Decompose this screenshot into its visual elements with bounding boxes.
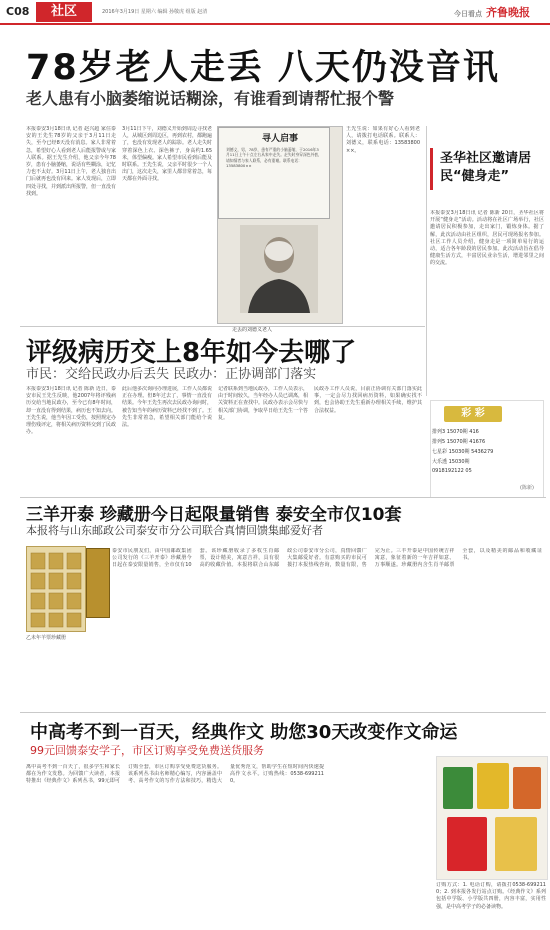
article1-body-col3: 王先生说：如果有好心人看到老人，请拨打电话联系。联系人：刘德义，联系电话：13583800××。: [346, 126, 420, 154]
article3-body: 泰安市民朋友们，由中国邮政集团公司发行的《三羊开泰》珍藏册今日起在泰安限量销售，全市仅有10套。该珍藏册收录了多枚生肖邮票，设计精美，寓意吉祥，具有很高的收藏价值。本报将联合山东邮政公司泰安市分公司，真情回馈广大集邮爱好者。有意购买的市民可拨打本报热线咨询，数量有限，售完为止。三羊开泰是中国传统吉祥寓意，象征着新的一年吉祥如意、万事顺遂。珍藏册内含生肖羊邮票全套，以及精美的邮品和收藏证书。: [112, 548, 542, 569]
article2-body-col3: 记者联系到当地民政办，工作人员表示，由于时间较久，当年经办人员已调离，相关资料正在查找中。民政办表示会尽快与相关部门协调，争取早日给王先生一个答复。: [218, 386, 308, 421]
lottery-editor: (陈新): [520, 485, 534, 491]
article1-body-col1: 本报泰安3月18日讯 记者 赵兴超 家住泰安的王先生78岁的父亲于3月11日走失，至今已经8天没有消息。家人非常着急，希望好心人看到老人后能报警或与家人联系。据王先生介绍，他父亲今年78岁，患有小脑萎缩，说话有些糊涂，记忆力也不太好。3月11日上午，老人独自出门后就再也没有回来。家人发现后，立即四处寻找，并到派出所报警，但一直没有找到。: [26, 126, 116, 197]
logo-site: 今日看点: [454, 10, 482, 18]
stamp-sheet-image: [26, 546, 86, 632]
page-number: C08: [6, 5, 30, 18]
lottery-row: 七星彩 15030期 5436279: [432, 449, 494, 455]
notice-title: 寻人启事: [261, 134, 298, 144]
article1-subheadline: 老人患有小脑萎缩说话糊涂，有谁看到请帮忙报个警: [26, 89, 395, 108]
book-covers-image: [436, 756, 548, 880]
lottery-row: 0918192122 05: [432, 468, 472, 474]
sidebar-accent-bar: [430, 148, 433, 190]
article4-body: 离中高考不到一百天了，很多学生和家长都在为作文发愁。为回馈广大读者，本报特推出《经典作文》系列丛书，99元即可订购全套，市区订购享受免费送货服务。该系列丛书由名师精心编写，内容涵盖中考、高考作文的写作方法和技巧，精选大量优秀范文，帮助学生在短时间内快速提高作文水平。订购热线：0538-6992110。: [26, 764, 324, 785]
article3-headline: 三羊开泰 珍藏册今日起限量销售 泰安全市仅10套: [26, 505, 402, 525]
notice-text: 刘德义，男，78岁，患有严重的小脑萎缩，于2016年3月11日上午十点左右从家中走失。走失时身穿深色外套，请知情者与家人联系，必有重谢。联系电话：13583800××: [226, 147, 322, 169]
book-cover: [443, 767, 473, 809]
logo-name: 齐鲁晚报: [486, 6, 530, 19]
article4-subheadline: 99元回馈泰安学子，市区订购享受免费送货服务: [30, 744, 264, 757]
section-label: 社区: [36, 2, 92, 22]
article3-top-rule: [20, 497, 546, 498]
article1-headline: 78岁老人走丢 八天仍没音讯: [26, 48, 500, 88]
header-rule: [0, 23, 550, 25]
article2-top-rule: [20, 326, 425, 327]
issue-meta: 2016年3月19日 星期六 编辑 孙敬虎 组版 赵清: [102, 9, 208, 15]
article4-headline: 中高考不到一百天，经典作文 助您30天改变作文命运: [30, 722, 458, 743]
article1-body-col2: 3月11日下午，刘德义开始到周边寻找老人，从城区到周边区，再到农村，都跑遍了，也没有发现老人的踪影。老人走失时穿着深色上衣、深色裤子，身高约1.65米，体型偏瘦。家人希望市民看到后能及时联系。王先生说，父亲平时很少一个人出门，这次走失，家里人都非常着急，每天都在外面寻找。: [122, 126, 212, 183]
newspaper-logo: [454, 4, 530, 20]
lottery-tag: 彩 彩: [444, 406, 502, 422]
stamp-photo-caption: 乙未年羊票珍藏册: [26, 635, 67, 641]
book-cover: [447, 817, 487, 871]
missing-person-photo: [217, 126, 343, 324]
lottery-row: 排列3 15070期 416: [432, 429, 479, 435]
book-cover: [495, 817, 537, 871]
book-cover: [477, 763, 509, 809]
missing-notice: [218, 127, 330, 219]
lottery-row: 排列5 15070期 41676: [432, 439, 486, 445]
sidebar-body: 本报泰安3月18日讯 记者 陈新 20日，圣华社区将开展“健身走”活动。活动将在社区广场举行，社区邀请居民积极参加，走出家门，锻炼身体。据了解，此次活动由社区组织，居民可现场报名参加。社区工作人员介绍，健身走是一项简单易行的运动，适合各年龄段的居民参加。此次活动旨在倡导健康生活方式，丰富居民业余生活，增进邻里之间的交流。: [430, 210, 544, 267]
article4-top-rule: [20, 712, 546, 713]
stamp-grid: [27, 547, 85, 631]
sidebar-divider: [426, 126, 427, 396]
sidebar-headline: 圣华社区邀请居民“健身走”: [440, 151, 532, 184]
article2-subheadline: 市民：交给民政办后丢失 民政办：正协调部门落实: [26, 367, 317, 382]
article2-headline: 评级病历交上8年如今去哪了: [26, 338, 357, 368]
article3-subheadline: 本报将与山东邮政公司泰安市分公司联合真情回馈集邮爱好者: [26, 524, 323, 537]
lottery-row: 大乐透 15030期: [432, 459, 470, 465]
elderly-man-portrait: [240, 225, 318, 313]
article2-body-col1: 本报泰安3月18日讯 记者 陈新 近日，泰安市民王先生反映，他2007年将评残病历交给当地民政办，至今已有8年时间，却一直没有得到结果，病历也不知去向。王先生说，他当年因工受伤，按照规定办理伤残评定，将相关病历资料交到了民政办。: [26, 386, 116, 436]
article2-body-col4: 民政办工作人员说，目前正协调有关部门落实此事，一定会尽力找回病历资料，如果确实找不到，也会协助王先生重新办理相关手续，维护其合法权益。: [314, 386, 422, 414]
book-cover: [513, 767, 541, 809]
article2-body-col2: 此后他多次询问办理进展，工作人员都说正在办理。但8年过去了，事情一直没有结果。今年王先生再次去民政办询问时，被告知当年的病历资料已经找不到了。王先生非常着急，希望相关部门能给个说法。: [122, 386, 212, 429]
article4-body-right: 订购方式：1. 电话订购，请拨打0538-6992110；2. 到本报各发行站点订购。《经典作文》系列包括中学版、小学版共四册，内容丰富，实用性强，是中高考学子的必备读物。: [436, 882, 546, 910]
album-book-image: [86, 548, 110, 618]
photo-caption: 走丢的刘德义老人: [232, 327, 273, 333]
